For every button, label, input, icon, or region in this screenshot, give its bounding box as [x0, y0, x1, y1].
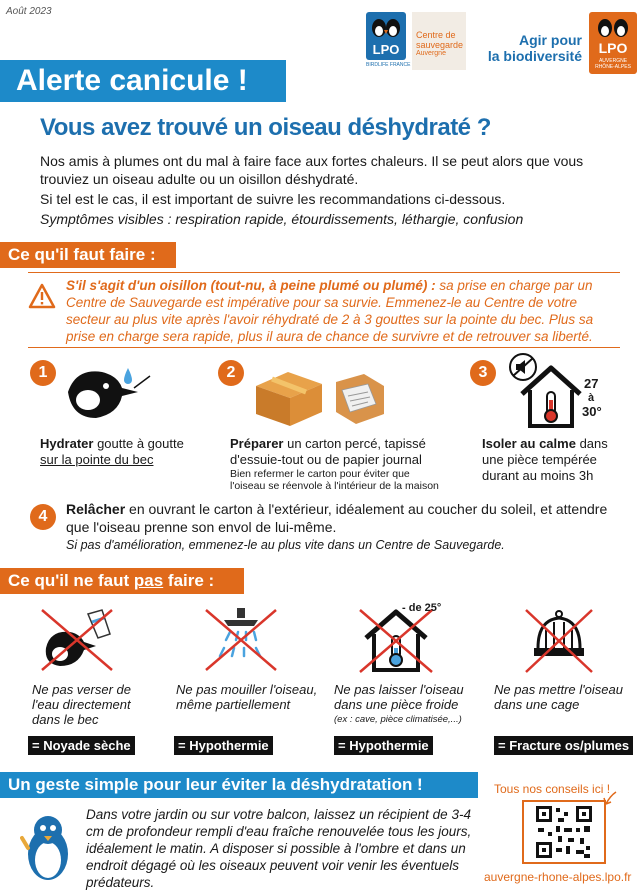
dont-section-title [0, 568, 244, 594]
tip-text: Dans votre jardin ou sur votre balcon, laissez un récipient de 3-4 cm de profondeur rempli d'eau fraîche renouvelée tous les jours, idéalement le matin. A disposer si possible à l'ombre et dans un endroit dégagé où les oiseaux peuvent voir venir les éventuels prédateurs. [86, 807, 472, 890]
page-subtitle: Vous avez trouvé un oiseau déshydraté ? [40, 114, 491, 141]
birdlife-text: BIRDLIFE FRANCE [366, 62, 411, 68]
website-link[interactable]: auvergne-rhone-alpes.lpo.fr [484, 870, 632, 884]
centre-box [412, 12, 466, 70]
birdcage-icon [524, 608, 594, 674]
step-3-body: dans une pièce tempérée durant au moins 3h [482, 436, 608, 483]
step-4-number: 4 [30, 504, 56, 530]
cardboard-box-icon [252, 364, 390, 428]
dont-3-note: (ex : cave, pièce climatisée,...) [334, 714, 462, 725]
dont-3-result: = Hypothermie [334, 736, 433, 755]
step-4-note: Si pas d'amélioration, emmenez-le au plus vite dans un Centre de Sauvegarde. [66, 538, 505, 552]
centre-line-2: sauvegarde [416, 40, 464, 50]
step-4-body: en ouvrant le carton à l'extérieur, idéalement au coucher du soleil, et attendre que l'oiseau prenne son envol de lui-même. [66, 501, 608, 535]
puffin-icon [589, 12, 637, 42]
step-2-number: 2 [218, 360, 244, 386]
do-section-title: Ce qu'il faut faire : [0, 242, 176, 268]
partner-slogan [476, 32, 582, 64]
lpo-logo-icon [366, 12, 406, 60]
qr-code-icon [524, 802, 604, 862]
region-logo-sub: AUVERGNE RHÔNE-ALPES [595, 58, 631, 70]
page-title: Alerte canicule ! [0, 60, 286, 102]
arrow-icon [600, 790, 620, 810]
temp-high: 27 [584, 376, 599, 391]
region-logo-text: LPO [598, 40, 628, 56]
bird-drop-icon [66, 362, 156, 428]
step-3-number: 3 [470, 360, 496, 386]
step-1-body: goutte à goutte [93, 436, 184, 451]
tip-section-title: Un geste simple pour leur éviter la déshydratation ! [0, 772, 478, 798]
dont-title-pre: Ce qu'il ne faut [8, 571, 134, 590]
step-4-text [66, 500, 626, 536]
bird-mascot-icon [20, 808, 76, 886]
conseils-label: Tous nos conseils ici ! [494, 782, 611, 796]
house-thermometer-icon [518, 364, 584, 430]
lpo-centre-logo [366, 12, 468, 72]
warning-text [66, 277, 618, 345]
partner-line-1: Agir pour [519, 32, 582, 48]
warning-icon [28, 283, 56, 309]
dont-4-text: Ne pas mettre l'oiseau dans une cage [494, 682, 623, 712]
step-1-underline: sur la pointe du bec [40, 452, 154, 467]
step-1-text [40, 436, 210, 468]
temp-mid: à [588, 392, 595, 404]
date-label: Août 2023 [6, 6, 52, 17]
intro-symptoms: Symptômes visibles : respiration rapide, étourdissements, léthargie, confusion [40, 211, 524, 227]
step-1-bold: Hydrater [40, 436, 94, 451]
dont-2-text: Ne pas mouiller l'oiseau, même partiellement [176, 682, 318, 712]
dont-2-result: = Hypothermie [174, 736, 273, 755]
dont-title-post: faire : [163, 571, 215, 590]
dont-4-result: = Fracture os/plumes [494, 736, 633, 755]
step-3-bold: Isoler au calme [482, 436, 576, 451]
intro-paragraph-1: Nos amis à plumes ont du mal à faire face aux fortes chaleurs. Il se peut alors que vous trouviez un oiseau adulte ou un oisillon déshydraté. [40, 153, 584, 187]
dont-3-text: Ne pas laisser l'oiseau dans une pièce froide [334, 682, 464, 712]
centre-line-3: Auvergne [416, 50, 446, 57]
intro-paragraph-2: Si tel est le cas, il est important de suivre les recommandations ci-dessous. [40, 191, 506, 207]
dont-title-em: pas [133, 571, 164, 590]
lpo-logo-text: LPO [372, 42, 400, 57]
cold-house-icon [358, 606, 434, 676]
temp-low: 30° [582, 404, 602, 419]
step-2-text [230, 436, 440, 468]
warning-box [28, 272, 620, 348]
centre-line-1: Centre de [416, 30, 456, 40]
qr-code-frame[interactable] [522, 800, 606, 864]
step-1-number: 1 [30, 360, 56, 386]
dont-3-temp: - de 25° [402, 602, 442, 614]
step-3-text [482, 436, 632, 484]
shower-icon [204, 606, 278, 672]
lpo-region-logo [589, 12, 637, 74]
warning-bold: S'il s'agit d'un oisillon (tout-nu, à peine plumé ou plumé) : [66, 278, 436, 293]
step-4-bold: Relâcher [66, 501, 126, 517]
step-2-note: Bien refermer le carton pour éviter que l'oiseau se réenvole à l'intérieur de la maison [230, 468, 439, 492]
bird-bottle-icon [40, 608, 114, 672]
step-2-body: un carton percé, tapissé d'essuie-tout ou de papier journal [230, 436, 426, 467]
step-2-bold: Préparer [230, 436, 284, 451]
dont-1-result: = Noyade sèche [28, 736, 135, 755]
dont-1-text: Ne pas verser de l'eau directement dans le bec [32, 682, 131, 727]
warning-body: sa prise en charge par un Centre de Sauvegarde est impérative pour sa survie. Emmenez-le au Centre de votre secteur au plus vite après l'avoir réhydraté de 2 à 3 gouttes sur la pointe du bec. Plus sa prise en charge sera rapide, plus il aura de chance de survivre et de retrouver sa liberté. [66, 278, 594, 344]
partner-line-2: la biodiversité [487, 48, 582, 64]
